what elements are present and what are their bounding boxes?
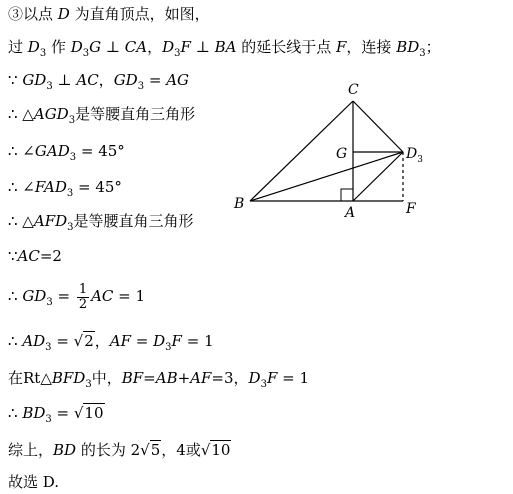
label-A: A xyxy=(345,205,356,221)
solution-line-5 xyxy=(8,141,125,168)
fraction-denominator: 2 xyxy=(78,296,88,312)
var: BD xyxy=(22,404,46,422)
subscript: 3 xyxy=(46,81,53,92)
solution-line-7 xyxy=(8,211,194,238)
var: AGD xyxy=(33,105,69,123)
var: AF xyxy=(190,369,212,387)
var: FAD xyxy=(34,178,67,196)
text: ∵ xyxy=(8,71,23,89)
text: = xyxy=(51,404,74,422)
text: ∴ xyxy=(8,287,23,305)
text: ， xyxy=(94,332,110,350)
var: GAD xyxy=(34,142,70,160)
subscript: 3 xyxy=(82,48,90,59)
text: =3， xyxy=(211,369,249,387)
solution-line-4 xyxy=(8,104,195,131)
label-C: C xyxy=(348,82,359,98)
text: 是等腰直角三角形 xyxy=(73,212,194,230)
subscript: 3 xyxy=(137,81,145,92)
var: BFD xyxy=(51,369,86,387)
text: 中， xyxy=(91,369,122,387)
solution-line-6 xyxy=(8,177,122,204)
solution-line-2 xyxy=(8,37,441,64)
var: D xyxy=(248,369,261,387)
var: AC xyxy=(17,247,40,265)
subscript: 3 xyxy=(67,222,74,233)
solution-line-3 xyxy=(8,70,189,97)
text: ， xyxy=(98,71,114,89)
text: 是等腰直角三角形 xyxy=(75,105,196,123)
text: + xyxy=(177,369,191,387)
fraction-numerator: 1 xyxy=(78,281,88,297)
sqrt-symbol: √10 xyxy=(73,404,104,422)
solution-line-10 xyxy=(8,331,214,358)
var: GD xyxy=(113,71,138,89)
var: F xyxy=(266,369,278,387)
text: ，4或 xyxy=(161,441,201,459)
text: = 1 xyxy=(181,332,214,350)
text: 的延长线于点 xyxy=(236,38,336,56)
subscript: 3 xyxy=(45,414,52,425)
var: GD xyxy=(22,71,47,89)
sqrt-symbol: √10 xyxy=(200,441,231,459)
var: G xyxy=(89,38,102,56)
var: AC xyxy=(76,71,99,89)
radicand: 5 xyxy=(150,441,161,459)
subscript: 3 xyxy=(45,342,52,353)
solution-line-11 xyxy=(8,368,309,395)
solution-line-8 xyxy=(8,246,62,266)
subscript: 3 xyxy=(165,342,172,353)
var: AG xyxy=(166,71,190,89)
subscript: 3 xyxy=(174,48,181,59)
segment-AD3 xyxy=(353,152,403,201)
solution-line-12 xyxy=(8,403,105,430)
label-G: G xyxy=(336,146,348,162)
radicand: 10 xyxy=(211,441,231,459)
var: AC xyxy=(91,287,114,305)
var: AD xyxy=(22,332,46,350)
var: AFD xyxy=(33,212,68,230)
subscript: 3 xyxy=(419,48,426,59)
radicand: 10 xyxy=(84,404,104,422)
text: ∵ xyxy=(8,247,18,265)
text: = 1 xyxy=(113,287,146,305)
text: ； xyxy=(425,38,441,56)
text: 过 xyxy=(8,38,28,56)
text: ∴ xyxy=(8,332,23,350)
text: = xyxy=(52,287,75,305)
var: GD xyxy=(22,287,47,305)
text: ∴ ∠ xyxy=(8,142,35,160)
subscript: 3 xyxy=(66,188,74,199)
solution-line-1 xyxy=(8,4,210,24)
label-D3: $D_3$ xyxy=(406,146,423,165)
label-F: F xyxy=(406,201,416,217)
var: F xyxy=(180,38,191,56)
text: ⊥ xyxy=(101,38,125,56)
var: AB xyxy=(155,369,178,387)
text: = xyxy=(143,369,156,387)
var: D xyxy=(70,38,83,56)
var: D xyxy=(27,38,40,56)
right-angle-marker xyxy=(341,189,353,201)
text: 综上， xyxy=(8,441,54,459)
text: = xyxy=(144,71,167,89)
text: = xyxy=(131,332,154,350)
text: ③以点 xyxy=(8,5,58,23)
subscript: 3 xyxy=(85,379,92,390)
var: D xyxy=(153,332,166,350)
geometry-figure xyxy=(228,76,428,221)
text: ⊥ xyxy=(52,71,77,89)
text: 为直角顶点，如图， xyxy=(69,5,210,23)
var: F xyxy=(171,332,182,350)
text: ∴ △ xyxy=(8,212,34,230)
subscript: 3 xyxy=(68,115,76,126)
solution-line-13 xyxy=(8,440,231,460)
solution-line-9 xyxy=(8,280,145,319)
text: 故选 D. xyxy=(8,473,60,491)
sqrt-symbol: √2 xyxy=(73,332,94,350)
subscript: 3 xyxy=(39,48,47,59)
var: F xyxy=(336,38,347,56)
text: ⊥ xyxy=(190,38,215,56)
text: 作 xyxy=(46,38,71,56)
text: ， xyxy=(147,38,163,56)
text: = 1 xyxy=(277,369,310,387)
text: ∴ △ xyxy=(8,105,34,123)
text: =2 xyxy=(39,247,62,265)
subscript: 3 xyxy=(46,297,53,308)
text: 的长为 2 xyxy=(76,441,141,459)
var: D xyxy=(162,38,175,56)
text: ，连接 xyxy=(346,38,397,56)
var: BD xyxy=(396,38,420,56)
text: = 45° xyxy=(76,142,125,160)
var: CA xyxy=(124,38,148,56)
sqrt-symbol: √5 xyxy=(140,441,161,459)
segment-BD3 xyxy=(250,152,403,201)
text: = xyxy=(51,332,74,350)
var: BD xyxy=(53,441,77,459)
text: 在Rt△ xyxy=(8,369,52,387)
radicand: 2 xyxy=(84,332,94,350)
var: AF xyxy=(109,332,132,350)
text: ∴ xyxy=(8,404,23,422)
label-B: B xyxy=(234,196,245,212)
solution-line-14 xyxy=(8,472,59,492)
segment-CD3 xyxy=(353,101,403,152)
subscript: 3 xyxy=(260,379,267,390)
var: D xyxy=(57,5,70,23)
subscript: 3 xyxy=(69,152,77,163)
text: = 45° xyxy=(73,178,122,196)
fraction-one-half xyxy=(77,283,89,312)
var: BF xyxy=(121,369,144,387)
var: BA xyxy=(214,38,237,56)
text: ∴ ∠ xyxy=(8,178,35,196)
